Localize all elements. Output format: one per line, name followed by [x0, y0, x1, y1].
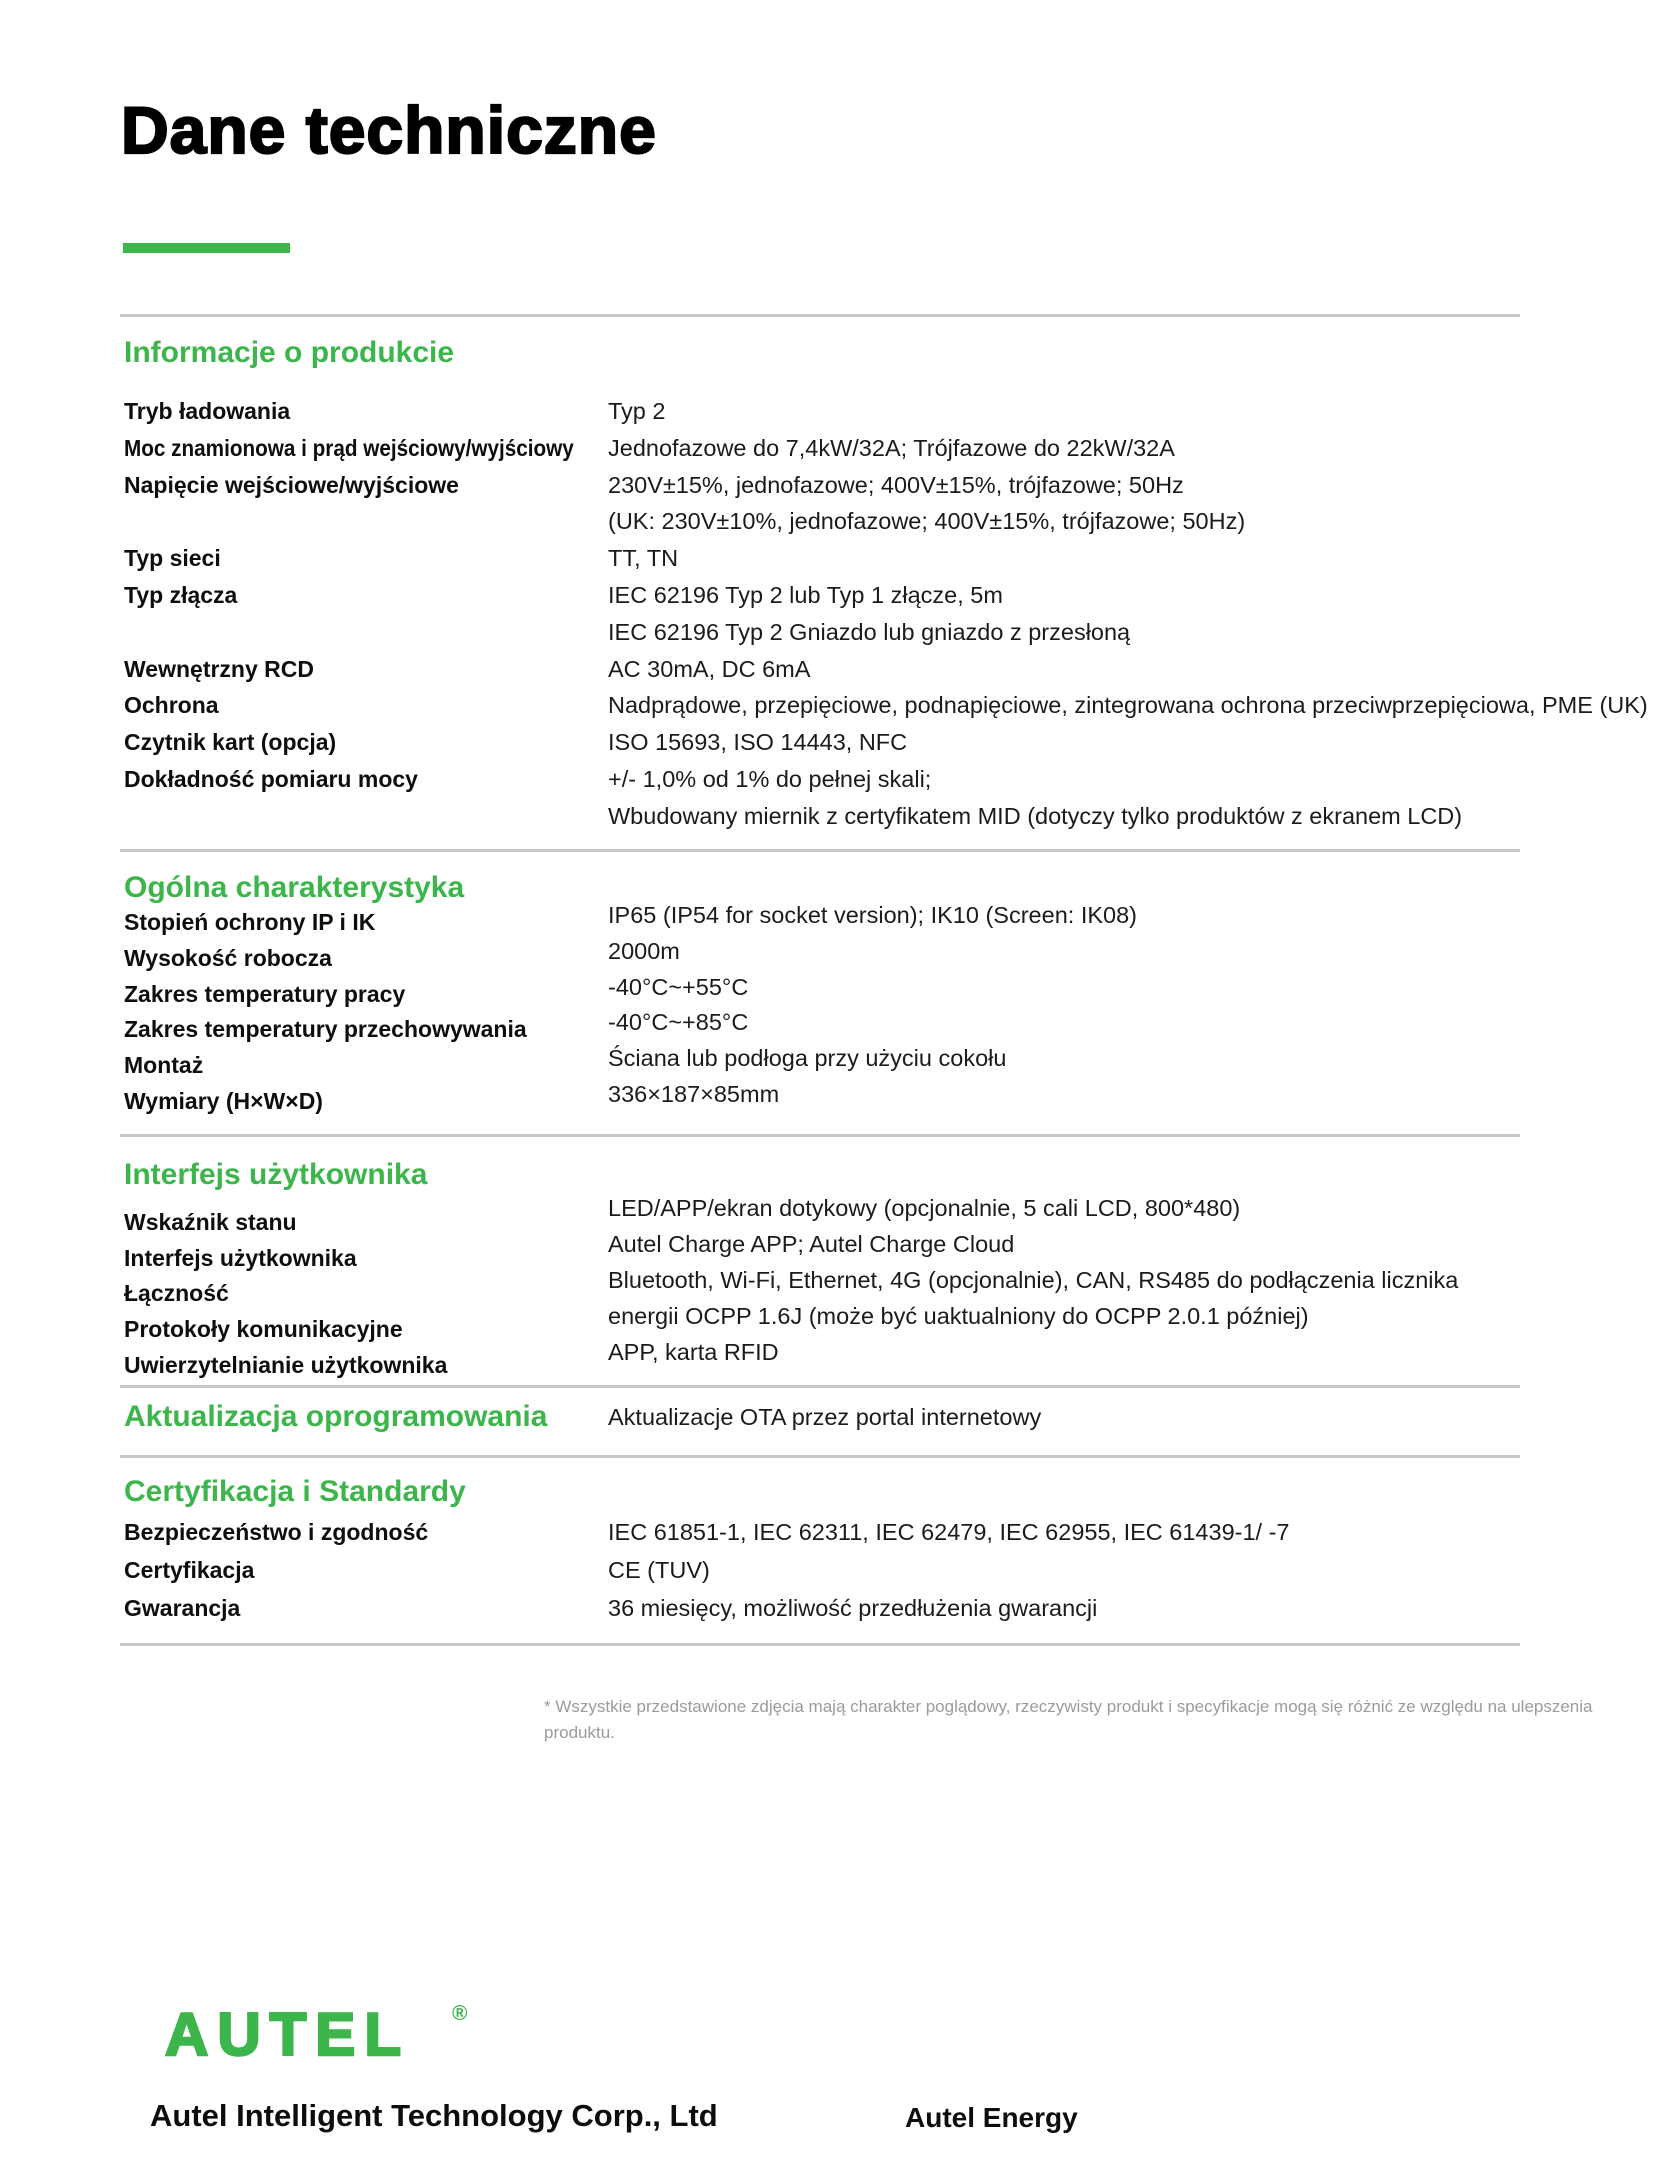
brand-name: Autel Energy	[905, 2102, 1078, 2133]
spec-label: Dokładność pomiaru mocy	[124, 765, 418, 792]
spec-value: 36 miesięcy, możliwość przedłużenia gwarancji	[608, 1595, 1098, 1621]
spec-label: Certyfikacja	[124, 1557, 255, 1583]
spec-row	[124, 1551, 1290, 1589]
section-divider	[120, 1643, 1520, 1646]
spec-value	[608, 430, 1175, 467]
page-title: Dane techniczne	[121, 93, 657, 167]
spec-value-line: APP, karta RFID	[608, 1338, 779, 1365]
cert-spec-rows	[124, 1513, 1290, 1627]
spec-row	[124, 577, 1648, 651]
spec-label: Napięcie wejściowe/wyjściowe	[124, 471, 459, 498]
spec-row	[124, 393, 1648, 430]
software-update-value: Aktualizacje OTA przez portal internetowy	[608, 1404, 1042, 1430]
spec-value	[608, 577, 1130, 651]
spec-value: -40°C~+55°C	[608, 973, 749, 1000]
spec-label: Zakres temperatury przechowywania	[124, 1016, 527, 1043]
spec-value-line: (UK: 230V±10%, jednofazowe; 400V±15%, trójfazowe; 50Hz)	[608, 508, 1246, 535]
general-spec-rows	[124, 902, 1137, 1120]
spec-value: Ściana lub podłoga przy użyciu cokołu	[608, 1045, 1007, 1072]
spec-label: Łączność	[124, 1280, 229, 1307]
section-heading-general: Ogólna charakterystyka	[124, 871, 465, 904]
spec-value: IEC 61851-1, IEC 62311, IEC 62479, IEC 62955, IEC 61439-1/ -7	[608, 1519, 1290, 1545]
section-heading-product: Informacje o produkcie	[124, 336, 455, 369]
spec-row	[124, 430, 1648, 467]
spec-label: Protokoły komunikacyjne	[124, 1316, 403, 1343]
spec-label: Wskaźnik stanu	[124, 1209, 297, 1235]
spec-label: Wysokość robocza	[124, 944, 332, 971]
spec-row	[124, 1589, 1290, 1627]
spec-label: Uwierzytelnianie użytkownika	[124, 1351, 448, 1378]
spec-value-line: 230V±15%, jednofazowe; 400V±15%, trójfazowe; 50Hz	[608, 471, 1184, 498]
section-heading-ui: Interfejs użytkownika	[124, 1158, 428, 1191]
spec-value-line: Bluetooth, Wi-Fi, Ethernet, 4G (opcjonalnie), CAN, RS485 do podłączenia licznika	[608, 1266, 1459, 1293]
spec-value-line: Nadprądowe, przepięciowe, podnapięciowe, zintegrowana ochrona przeciwprzepięciowa, PME (UK)	[608, 692, 1648, 719]
spec-label: Tryb ładowania	[124, 398, 291, 424]
section-heading-cert: Certyfikacja i Standardy	[124, 1475, 466, 1508]
spec-label: Stopień ochrony IP i IK	[124, 909, 376, 935]
spec-value: 2000m	[608, 937, 680, 964]
spec-label: Moc znamionowa i prąd wejściowy/wyjściowy	[124, 434, 574, 461]
ui-labels-column	[124, 1205, 447, 1384]
spec-value	[608, 687, 1648, 724]
spec-value: CE (TUV)	[608, 1557, 710, 1583]
spec-label: Zakres temperatury pracy	[124, 980, 406, 1007]
spec-value: 336×187×85mm	[608, 1080, 780, 1107]
spec-value-line: Jednofazowe do 7,4kW/32A; Trójfazowe do 22kW/32A	[608, 434, 1175, 461]
spec-value-line: IEC 62196 Typ 2 Gniazdo lub gniazdo z przesłoną	[608, 618, 1131, 645]
spec-value	[608, 540, 678, 577]
title-underline	[123, 243, 290, 253]
spec-value-line: +/- 1,0% od 1% do pełnej skali;	[608, 765, 932, 792]
spec-label: Montaż	[124, 1052, 204, 1079]
spec-row	[124, 651, 1648, 688]
spec-row	[124, 467, 1648, 541]
spec-value	[608, 651, 810, 688]
ui-values-column	[608, 1191, 1458, 1371]
spec-row	[124, 540, 1648, 577]
product-spec-rows	[124, 393, 1648, 835]
autel-logo: AUTEL	[165, 2001, 410, 2068]
footnote-line: produktu.	[544, 1723, 615, 1742]
company-name: Autel Intelligent Technology Corp., Ltd	[150, 2098, 718, 2133]
spec-value-line: Autel Charge APP; Autel Charge Cloud	[608, 1230, 1015, 1257]
spec-value-line: TT, TN	[608, 545, 679, 572]
spec-label: Typ sieci	[124, 545, 221, 572]
footnote-line: * Wszystkie przedstawione zdjęcia mają charakter poglądowy, rzeczywisty produkt i specyfikacje mogą się różnić ze względu na ulepszenia	[544, 1697, 1593, 1716]
spec-row	[124, 1080, 1137, 1120]
spec-value	[608, 393, 665, 430]
spec-value	[608, 467, 1245, 541]
spec-value-line: IEC 62196 Typ 2 lub Typ 1 złącze, 5m	[608, 581, 1003, 608]
spec-value	[608, 761, 1462, 835]
spec-row	[124, 1513, 1290, 1551]
footnote	[544, 1694, 1593, 1746]
spec-row	[124, 761, 1648, 835]
section-divider	[120, 1385, 1520, 1388]
spec-label: Wewnętrzny RCD	[124, 655, 314, 682]
section-divider	[120, 314, 1520, 317]
spec-value	[608, 724, 907, 761]
spec-value: IP65 (IP54 for socket version); IK10 (Screen: IK08)	[608, 902, 1137, 928]
section-divider	[120, 1455, 1520, 1458]
spec-value-line: Typ 2	[608, 398, 666, 424]
section-heading-software: Aktualizacja oprogramowania	[124, 1400, 548, 1433]
spec-row	[124, 687, 1648, 724]
spec-label: Ochrona	[124, 692, 219, 719]
spec-label: Interfejs użytkownika	[124, 1244, 357, 1271]
spec-value-line: Wbudowany miernik z certyfikatem MID (dotyczy tylko produktów z ekranem LCD)	[608, 802, 1463, 829]
spec-value-line: AC 30mA, DC 6mA	[608, 655, 811, 682]
spec-label: Czytnik kart (opcja)	[124, 729, 337, 756]
spec-label: Bezpieczeństwo i zgodność	[124, 1519, 429, 1545]
section-divider	[120, 849, 1520, 852]
section-divider	[120, 1134, 1520, 1137]
spec-value-line: energii OCPP 1.6J (może być uaktualniony do OCPP 2.0.1 później)	[608, 1302, 1309, 1329]
spec-label: Wymiary (H×W×D)	[124, 1087, 323, 1114]
spec-label: Typ złącza	[124, 581, 238, 608]
spec-value: -40°C~+85°C	[608, 1009, 749, 1036]
spec-value-line: LED/APP/ekran dotykowy (opcjonalnie, 5 cali LCD, 800*480)	[608, 1195, 1241, 1221]
spec-row	[124, 724, 1648, 761]
spec-value-line: ISO 15693, ISO 14443, NFC	[608, 729, 908, 756]
spec-label: Gwarancja	[124, 1595, 241, 1621]
registered-mark-icon: ®	[452, 2002, 468, 2025]
